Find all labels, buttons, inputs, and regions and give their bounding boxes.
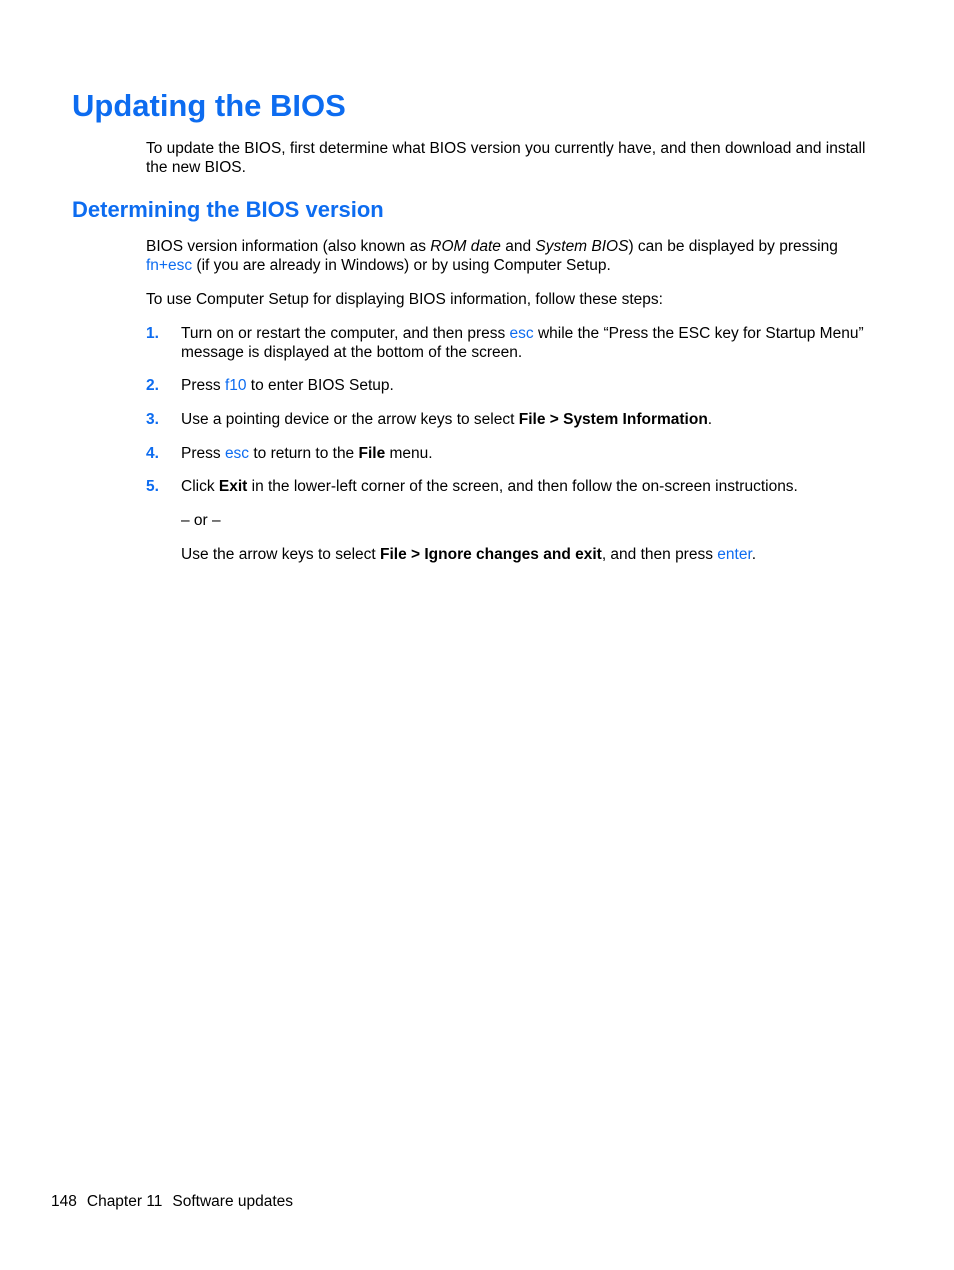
step-text (181, 477, 886, 496)
text: and (500, 238, 536, 255)
key-esc: esc (509, 325, 534, 342)
text: (if you are already in Windows) or by using Computer Setup. (192, 257, 611, 274)
step-5 (146, 477, 886, 497)
intro-paragraph: To update the BIOS, first determine what BIOS version you currently have, and then download and install the new BIOS. (146, 140, 866, 176)
step-number: 5. (146, 478, 159, 495)
italic-term: ROM date (430, 238, 501, 255)
text: while the “Press the ESC key for Startup Menu” message is displayed at the bottom of the screen. (181, 325, 864, 361)
text: menu. (385, 445, 433, 462)
or-separator: – or – (181, 512, 221, 529)
steps-intro: To use Computer Setup for displaying BIOS information, follow these steps: (146, 291, 663, 308)
text: ) can be displayed by pressing (628, 238, 838, 255)
step-3 (146, 410, 886, 430)
bold-term: Exit (218, 478, 248, 495)
text: BIOS version information (also known as (146, 238, 431, 255)
step-text (181, 376, 886, 395)
text: . (707, 411, 713, 428)
text: Click (181, 478, 219, 495)
step-number: 1. (146, 325, 159, 342)
page-number: 148 (51, 1193, 77, 1210)
text: Press (181, 377, 225, 394)
step-1 (146, 324, 886, 364)
bold-term: File (358, 445, 386, 462)
text: Use the arrow keys to select (181, 546, 380, 563)
bold-term: File > Ignore changes and exit (380, 546, 602, 563)
text: to enter BIOS Setup. (246, 377, 394, 394)
step-4 (146, 444, 886, 464)
alternate-step (181, 545, 756, 564)
text: to return to the (249, 445, 359, 462)
section-heading: Determining the BIOS version (72, 197, 384, 222)
chapter-title: Software updates (172, 1193, 294, 1210)
step-number: 2. (146, 377, 159, 394)
step-text (181, 324, 886, 362)
text: . (751, 546, 757, 563)
step-text (181, 444, 886, 463)
key-esc: esc (224, 445, 250, 462)
chapter-label: Chapter 11 (86, 1193, 163, 1210)
bios-info-paragraph (146, 237, 886, 275)
key-enter: enter (717, 546, 752, 563)
text: in the lower-left corner of the screen, and then follow the on-screen instructions. (247, 478, 798, 495)
step-2 (146, 376, 886, 396)
step-number: 4. (146, 445, 159, 462)
text: Turn on or restart the computer, and then press (181, 325, 510, 342)
text: , and then press (601, 546, 718, 563)
key-f10: f10 (224, 377, 247, 394)
key-fn-esc: fn+esc (146, 257, 193, 274)
text: Use a pointing device or the arrow keys to select (181, 411, 519, 428)
step-text (181, 410, 886, 429)
text: Press (181, 445, 225, 462)
page-footer (51, 1192, 303, 1211)
italic-term: System BIOS (535, 238, 629, 255)
step-number: 3. (146, 411, 159, 428)
bold-term: File > System Information (518, 411, 708, 428)
page-title: Updating the BIOS (72, 88, 346, 123)
